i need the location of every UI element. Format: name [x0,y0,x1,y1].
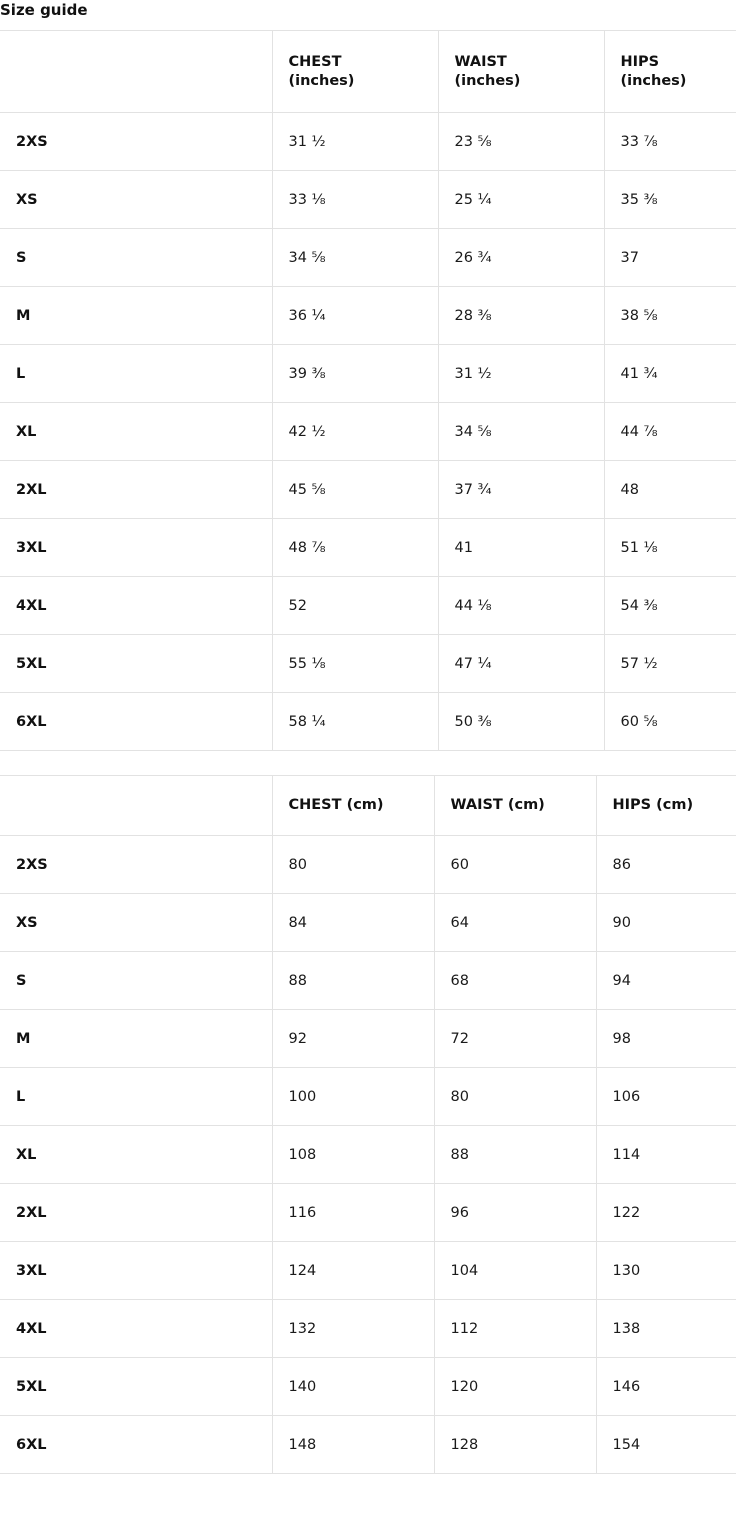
cell-chest: 108 [272,1126,434,1184]
cell-hips: 86 [596,836,736,894]
column-header-waist-line1: WAIST [454,53,507,70]
row-label: S [0,229,272,287]
cell-chest: 36 ¼ [272,287,438,345]
column-header-chest-line1: CHEST [288,53,342,70]
cell-chest: 42 ½ [272,403,438,461]
row-label: M [0,1010,272,1068]
cell-chest: 31 ½ [272,113,438,171]
cell-hips: 57 ½ [604,635,736,693]
row-label: L [0,1068,272,1126]
cell-hips: 122 [596,1184,736,1242]
cell-chest: 100 [272,1068,434,1126]
cell-hips: 48 [604,461,736,519]
cell-chest: 116 [272,1184,434,1242]
cell-waist: 44 ⅛ [438,577,604,635]
cell-hips: 33 ⅞ [604,113,736,171]
cell-waist: 26 ¾ [438,229,604,287]
table-row [0,461,736,519]
cell-waist: 37 ¾ [438,461,604,519]
cell-chest: 84 [272,894,434,952]
cell-chest: 52 [272,577,438,635]
column-header-waist [438,31,604,113]
cell-hips: 60 ⅝ [604,693,736,751]
table-header-cm [0,776,736,836]
table-row [0,1184,736,1242]
table-row [0,519,736,577]
table-spacer [0,751,736,775]
table-row [0,229,736,287]
table-row [0,1068,736,1126]
column-header-size [0,31,272,113]
cell-waist: 23 ⅝ [438,113,604,171]
table-body-cm [0,836,736,1474]
row-label: 5XL [0,1358,272,1416]
cell-hips: 114 [596,1126,736,1184]
cell-waist: 34 ⅝ [438,403,604,461]
cell-chest: 148 [272,1416,434,1474]
column-header-waist-cm: WAIST (cm) [434,776,596,836]
row-label: XS [0,894,272,952]
table-row [0,403,736,461]
table-row [0,894,736,952]
column-header-chest [272,31,438,113]
cell-hips: 94 [596,952,736,1010]
cell-chest: 33 ⅛ [272,171,438,229]
row-label: 4XL [0,577,272,635]
column-header-hips-line1: HIPS [620,53,660,70]
row-label: 6XL [0,1416,272,1474]
table-row [0,1126,736,1184]
cell-waist: 31 ½ [438,345,604,403]
row-label: S [0,952,272,1010]
table-row [0,635,736,693]
column-header-chest-cm: CHEST (cm) [272,776,434,836]
cell-waist: 64 [434,894,596,952]
cell-chest: 132 [272,1300,434,1358]
cell-chest: 80 [272,836,434,894]
cell-chest: 34 ⅝ [272,229,438,287]
cell-waist: 104 [434,1242,596,1300]
table-body-inches [0,113,736,751]
page-title: Size guide [0,1,88,19]
cell-chest: 45 ⅝ [272,461,438,519]
cell-waist: 41 [438,519,604,577]
row-label: 2XS [0,836,272,894]
cell-waist: 88 [434,1126,596,1184]
row-label: XL [0,1126,272,1184]
table-row [0,287,736,345]
table-row [0,171,736,229]
row-label: 2XL [0,461,272,519]
size-table-inches [0,30,736,751]
cell-waist: 120 [434,1358,596,1416]
cell-hips: 35 ⅜ [604,171,736,229]
column-header-chest-line2: (inches) [288,72,355,89]
row-label: 3XL [0,1242,272,1300]
table-row [0,693,736,751]
table-row [0,577,736,635]
column-header-waist-line2: (inches) [454,72,521,89]
column-header-hips-line2: (inches) [620,72,687,89]
cell-hips: 98 [596,1010,736,1068]
table-row [0,113,736,171]
table-row [0,952,736,1010]
cell-hips: 146 [596,1358,736,1416]
table-row [0,1242,736,1300]
cell-chest: 58 ¼ [272,693,438,751]
cell-hips: 51 ⅛ [604,519,736,577]
cell-waist: 112 [434,1300,596,1358]
cell-hips: 44 ⅞ [604,403,736,461]
cell-chest: 88 [272,952,434,1010]
table-row [0,1300,736,1358]
table-row [0,836,736,894]
cell-hips: 90 [596,894,736,952]
row-label: XS [0,171,272,229]
row-label: L [0,345,272,403]
row-label: M [0,287,272,345]
cell-chest: 140 [272,1358,434,1416]
size-table-cm [0,775,736,1474]
table-row [0,1358,736,1416]
table-header-inches [0,31,736,113]
cell-chest: 55 ⅛ [272,635,438,693]
cell-hips: 38 ⅝ [604,287,736,345]
row-label: XL [0,403,272,461]
cell-waist: 28 ⅜ [438,287,604,345]
cell-chest: 39 ⅜ [272,345,438,403]
row-label: 2XL [0,1184,272,1242]
row-label: 3XL [0,519,272,577]
table-row [0,1416,736,1474]
table-header-row [0,31,736,113]
row-label: 5XL [0,635,272,693]
cell-waist: 72 [434,1010,596,1068]
cell-hips: 37 [604,229,736,287]
cell-waist: 80 [434,1068,596,1126]
cell-waist: 60 [434,836,596,894]
row-label: 6XL [0,693,272,751]
cell-waist: 128 [434,1416,596,1474]
cell-waist: 96 [434,1184,596,1242]
row-label: 4XL [0,1300,272,1358]
column-header-hips [604,31,736,113]
cell-chest: 48 ⅞ [272,519,438,577]
cell-waist: 50 ⅜ [438,693,604,751]
cell-waist: 47 ¼ [438,635,604,693]
cell-hips: 138 [596,1300,736,1358]
table-header-row [0,776,736,836]
table-row [0,1010,736,1068]
cell-chest: 124 [272,1242,434,1300]
cell-hips: 154 [596,1416,736,1474]
cell-hips: 130 [596,1242,736,1300]
column-header-hips-cm: HIPS (cm) [596,776,736,836]
cell-waist: 25 ¼ [438,171,604,229]
row-label: 2XS [0,113,272,171]
cell-chest: 92 [272,1010,434,1068]
cell-waist: 68 [434,952,596,1010]
column-header-size [0,776,272,836]
cell-hips: 41 ¾ [604,345,736,403]
cell-hips: 106 [596,1068,736,1126]
table-row [0,345,736,403]
cell-hips: 54 ⅜ [604,577,736,635]
